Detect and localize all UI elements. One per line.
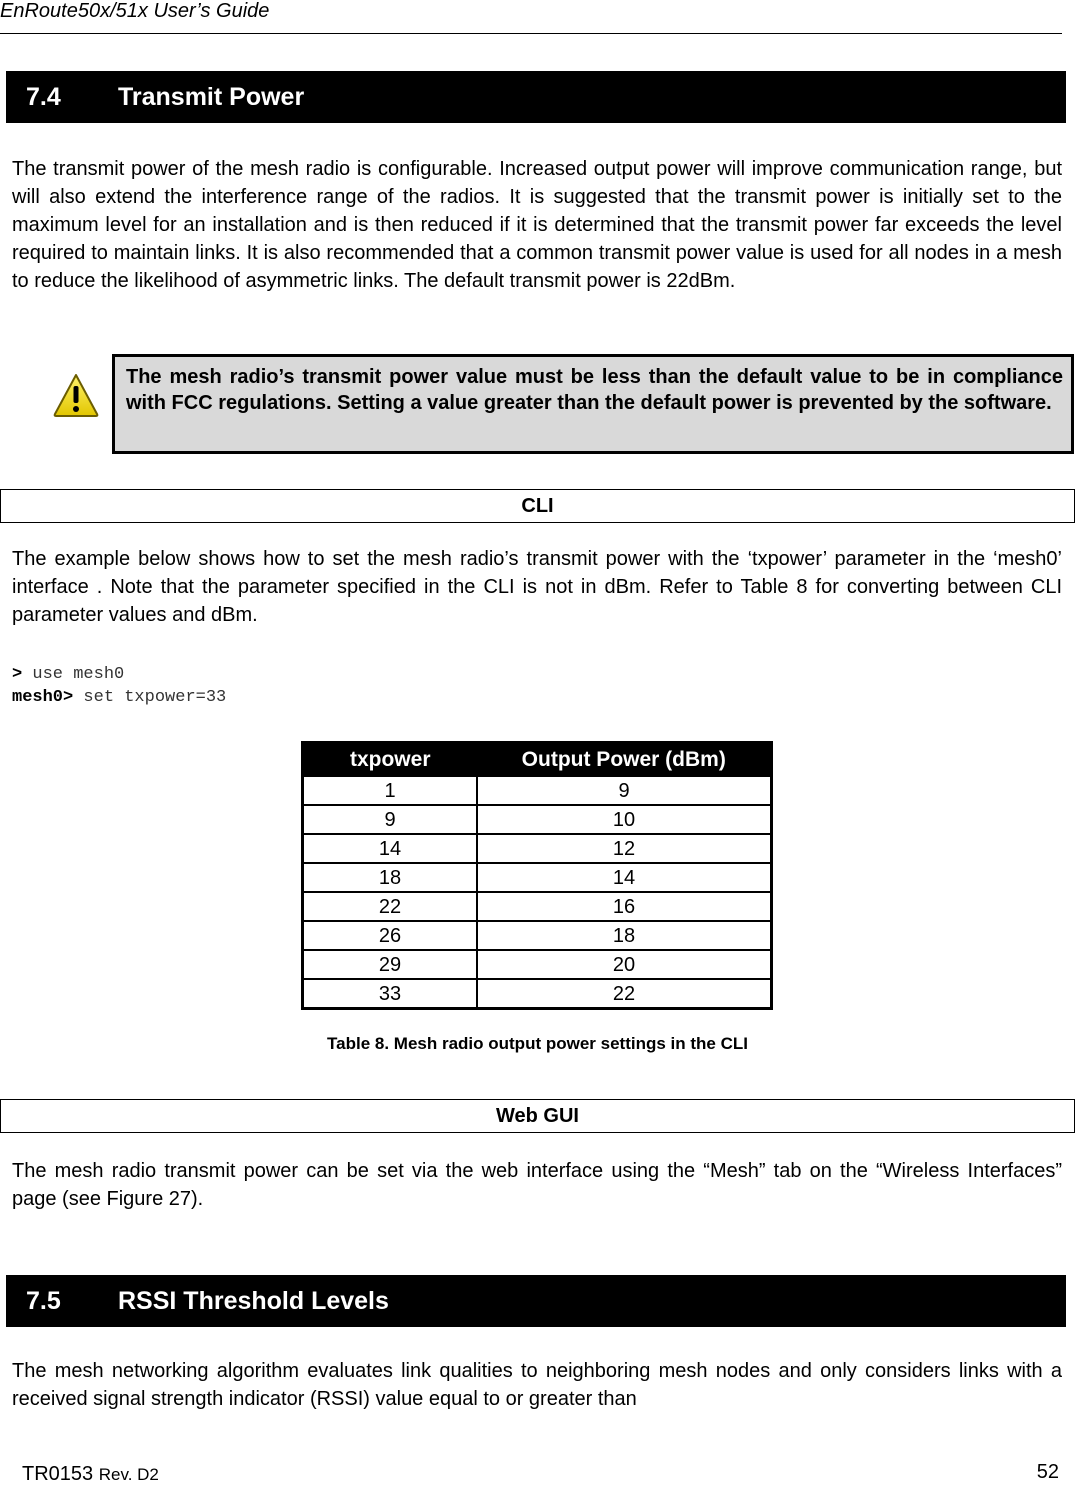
output-power-cell: 10 xyxy=(477,805,772,834)
rssi-intro: The mesh networking algorithm evaluates link qualities to neighboring mesh nodes and only considers links with a received signal strength indicator (RSSI) value equal to or greater than xyxy=(12,1360,1062,1410)
section-number: 7.5 xyxy=(26,1286,61,1315)
column-header-txpower: txpower xyxy=(303,743,478,777)
txpower-cell: 9 xyxy=(303,805,478,834)
cli-code-line xyxy=(12,687,226,709)
section-number: 7.4 xyxy=(26,82,61,111)
output-power-cell: 18 xyxy=(477,921,772,950)
column-header-output-power: Output Power (dBm) xyxy=(477,743,772,777)
output-power-cell: 16 xyxy=(477,892,772,921)
table-row xyxy=(303,863,772,892)
txpower-cell: 33 xyxy=(303,979,478,1009)
footer-doc-id xyxy=(22,1463,159,1486)
txpower-cell: 26 xyxy=(303,921,478,950)
table-row xyxy=(303,979,772,1009)
output-power-cell: 14 xyxy=(477,863,772,892)
txpower-cell: 18 xyxy=(303,863,478,892)
cli-subheading: CLI xyxy=(0,489,1075,523)
section-title: RSSI Threshold Levels xyxy=(118,1286,389,1315)
txpower-cell: 29 xyxy=(303,950,478,979)
table-row xyxy=(303,834,772,863)
fcc-warning-text: The mesh radio’s transmit power value must be less than the default value to be in compliance with FCC regulations. Setting a value greater than the default power is prevented by the software. xyxy=(126,366,1063,414)
section-heading-7-4 xyxy=(6,71,1066,123)
page-number: 52 xyxy=(1036,1461,1059,1483)
txpower-cell: 1 xyxy=(303,776,478,805)
table-header-row xyxy=(303,743,772,777)
output-power-cell: 20 xyxy=(477,950,772,979)
txpower-cell: 22 xyxy=(303,892,478,921)
cli-prompt: mesh0> xyxy=(12,688,74,707)
header-rule xyxy=(0,33,1062,34)
cli-command: set txpower=33 xyxy=(83,688,227,707)
table-row xyxy=(303,950,772,979)
web-gui-subheading: Web GUI xyxy=(0,1099,1075,1133)
transmit-power-intro: The transmit power of the mesh radio is configurable. Increased output power will improve communication range, but will also extend the interference range of the radios. It is suggested that the transmit power is initially set to the maximum level for an installation and is then reduced if it is determined that the transmit power far exceeds the level required to maintain links. It is also recommended that a common transmit power value is used for all nodes in a mesh to reduce the likelihood of asymmetric links. The default transmit power is 22dBm. xyxy=(12,158,1062,292)
output-power-cell: 12 xyxy=(477,834,772,863)
txpower-cell: 14 xyxy=(303,834,478,863)
table-row xyxy=(303,921,772,950)
cli-code-line xyxy=(12,664,124,686)
table-row xyxy=(303,805,772,834)
doc-id: TR0153 xyxy=(22,1463,94,1485)
table-caption: Table 8. Mesh radio output power settings in the CLI xyxy=(327,1034,748,1053)
doc-revision: Rev. D2 xyxy=(98,1465,159,1484)
cli-prompt: > xyxy=(12,665,23,684)
warning-triangle-icon xyxy=(52,372,100,418)
section-title: Transmit Power xyxy=(118,82,305,111)
table-row xyxy=(303,776,772,805)
fcc-warning-box xyxy=(112,354,1074,454)
output-power-cell: 9 xyxy=(477,776,772,805)
cli-command: use mesh0 xyxy=(32,665,125,684)
running-header: EnRoute50x/51x User’s Guide xyxy=(0,0,270,22)
web-gui-description: The mesh radio transmit power can be set via the web interface using the “Mesh” tab on the “Wireless Interfaces” page (see Figure 27). xyxy=(12,1160,1062,1210)
table-row xyxy=(303,892,772,921)
txpower-table xyxy=(301,741,773,1010)
output-power-cell: 22 xyxy=(477,979,772,1009)
cli-description: The example below shows how to set the mesh radio’s transmit power with the ‘txpower’ parameter in the ‘mesh0’ interface . Note that the parameter specified in the CLI is not in dBm. Refer to Table 8 for converting between CLI parameter values and dBm. xyxy=(12,548,1062,626)
section-heading-7-5 xyxy=(6,1275,1066,1327)
